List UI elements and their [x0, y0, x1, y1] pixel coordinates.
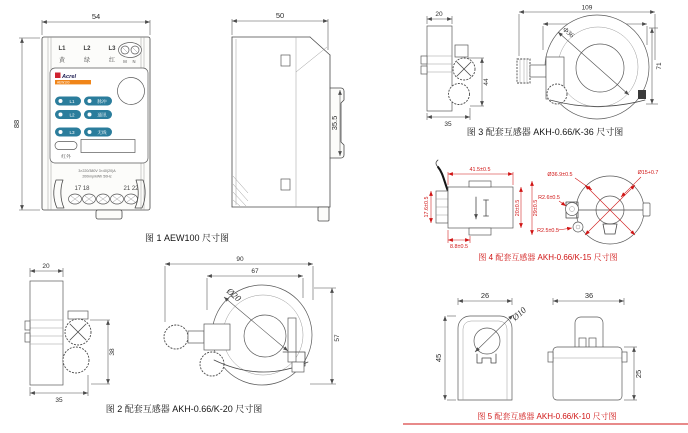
led-dot [88, 113, 92, 117]
terminal-numbers-left: 17 18 [74, 186, 90, 192]
phase-l1: L1 [58, 46, 66, 52]
led-dot [59, 99, 63, 103]
dim-label: 50 [275, 11, 285, 20]
bottom-lug [318, 207, 329, 221]
antenna-hole [118, 78, 145, 105]
display-window [81, 140, 135, 153]
fig1-dim-height [12, 38, 40, 210]
phase-l2: L2 [83, 46, 91, 52]
dim-hole-label: Φ36 [561, 25, 576, 40]
dim-label: 17.6±0.5 [424, 196, 430, 218]
fig5-left-view [434, 291, 528, 400]
spec-line-2: 200imp/kWh 50Hz [82, 174, 112, 179]
led-label-comm: 通讯 [97, 112, 107, 118]
led-label-pulse: 脉冲 [97, 99, 107, 104]
fig3-hinge [638, 90, 646, 99]
fig1-front-view [12, 12, 229, 243]
fig5-group [403, 291, 688, 424]
led-dot [59, 130, 63, 134]
dim-height-label: 45 [434, 353, 443, 363]
dim-height-label: 57 [334, 334, 341, 342]
led-label-l1: L1 [69, 99, 75, 104]
fig1-dim-width [42, 12, 150, 35]
dim-r1-label: R2.6±0.5 [538, 195, 560, 201]
led-dot [88, 99, 92, 103]
dim-rail-label: 35.5 [330, 115, 339, 131]
fig4-front-view [537, 170, 658, 244]
dim-hole-label: Ø15+0.7 [637, 170, 659, 176]
dim-label: 35 [444, 121, 452, 128]
lead-wire [438, 167, 448, 191]
dim-height-label: 71 [656, 62, 663, 70]
dim-label: 88 [12, 119, 21, 129]
fig3-group [421, 5, 663, 138]
led-dot [88, 130, 92, 134]
dim-inner-label: 67 [251, 268, 259, 275]
dim-label: 54 [91, 12, 101, 21]
dim-outer-label: 90 [236, 256, 244, 263]
model-label: AEW100 [57, 80, 70, 85]
fig4-side-view [424, 160, 539, 250]
fig5-caption: 图 5 配套互感器 AKH-0.66/K-10 尺寸图 [477, 412, 617, 421]
dim-width-label: 36 [584, 291, 594, 300]
dim-label: 41.5±0.5 [469, 167, 491, 173]
led-dot [59, 113, 63, 117]
dim-label: 20 [42, 263, 50, 270]
terminal-screws [69, 194, 138, 204]
fig4-caption: 图 4 配套互感器 AKH-0.66/K-15 尺寸图 [478, 253, 618, 262]
dim-hole-label: Ø20 [224, 285, 244, 304]
side-dim-width [232, 11, 328, 50]
led-label-l3: L3 [69, 130, 75, 135]
led-label-wireless: 无线 [97, 130, 107, 135]
din-rail-block [330, 88, 344, 158]
fig5-right-view [548, 291, 643, 400]
led-label-l2: L2 [69, 112, 75, 118]
terminal-m-label: M [123, 59, 127, 64]
infrared-label: 红外 [61, 155, 71, 160]
din-clip-hatch [233, 176, 248, 206]
fig3-caption: 图 3 配套互感器 AKH-0.66/K-36 尺寸图 [466, 127, 624, 137]
fig2-clamp-screw [164, 324, 230, 376]
terminal-numbers-right: 21 22 [123, 186, 139, 192]
dim-r2-label: R2.5±0.5 [537, 228, 559, 234]
side-profile-outline [232, 37, 330, 221]
infrared-window [55, 142, 77, 150]
dim-width-label: 26 [480, 291, 490, 300]
terminal-n-label: N [132, 59, 136, 64]
fig3-clamp-screw [517, 57, 567, 104]
dim-label: 38 [109, 348, 116, 356]
fig4-group [424, 160, 658, 262]
dim-label: 35 [55, 397, 63, 404]
latch-tab [643, 203, 650, 216]
fig2-front-view [164, 256, 341, 385]
fig2-group [25, 256, 341, 414]
fig3-side-view [421, 11, 490, 128]
knurled-knob [449, 84, 470, 105]
dim-label: 44 [483, 78, 490, 86]
fig1-caption: 图 1 AEW100 尺寸图 [144, 233, 230, 243]
color-red: 红 [108, 58, 116, 64]
fig2-side-view [25, 263, 116, 404]
dim-hole-label: Ø10 [509, 304, 529, 323]
vent-slot-bottom [281, 179, 290, 190]
color-green: 绿 [83, 58, 91, 64]
dim-label: 8.8±0.5 [450, 244, 468, 250]
dim-label: 20±0.5 [515, 199, 521, 217]
knurled-knob [63, 347, 89, 373]
fig1-side-view [232, 11, 344, 221]
fig1-front-panel [50, 68, 148, 163]
dim-od-label: Ø36.9±0.5 [547, 172, 573, 178]
vent-slot-top [281, 55, 290, 66]
fig3-front-view [517, 5, 663, 120]
lead-wire-end [436, 160, 438, 167]
phase-l3: L3 [108, 46, 116, 52]
fig2-caption: 图 2 配套互感器 AKH-0.66/K-20 尺寸图 [105, 404, 263, 414]
dim-height-label: 25 [634, 369, 643, 379]
brand-label: Acrel [62, 73, 76, 80]
dim-label: 29±0.5 [533, 199, 539, 217]
dim-outer-label: 109 [581, 4, 593, 12]
color-yellow: 黄 [58, 58, 66, 64]
spec-line-1: 3×220/380V 3×40(20)A [78, 169, 116, 173]
dim-label: 20 [435, 11, 443, 18]
acrel-logo-icon [55, 73, 61, 79]
